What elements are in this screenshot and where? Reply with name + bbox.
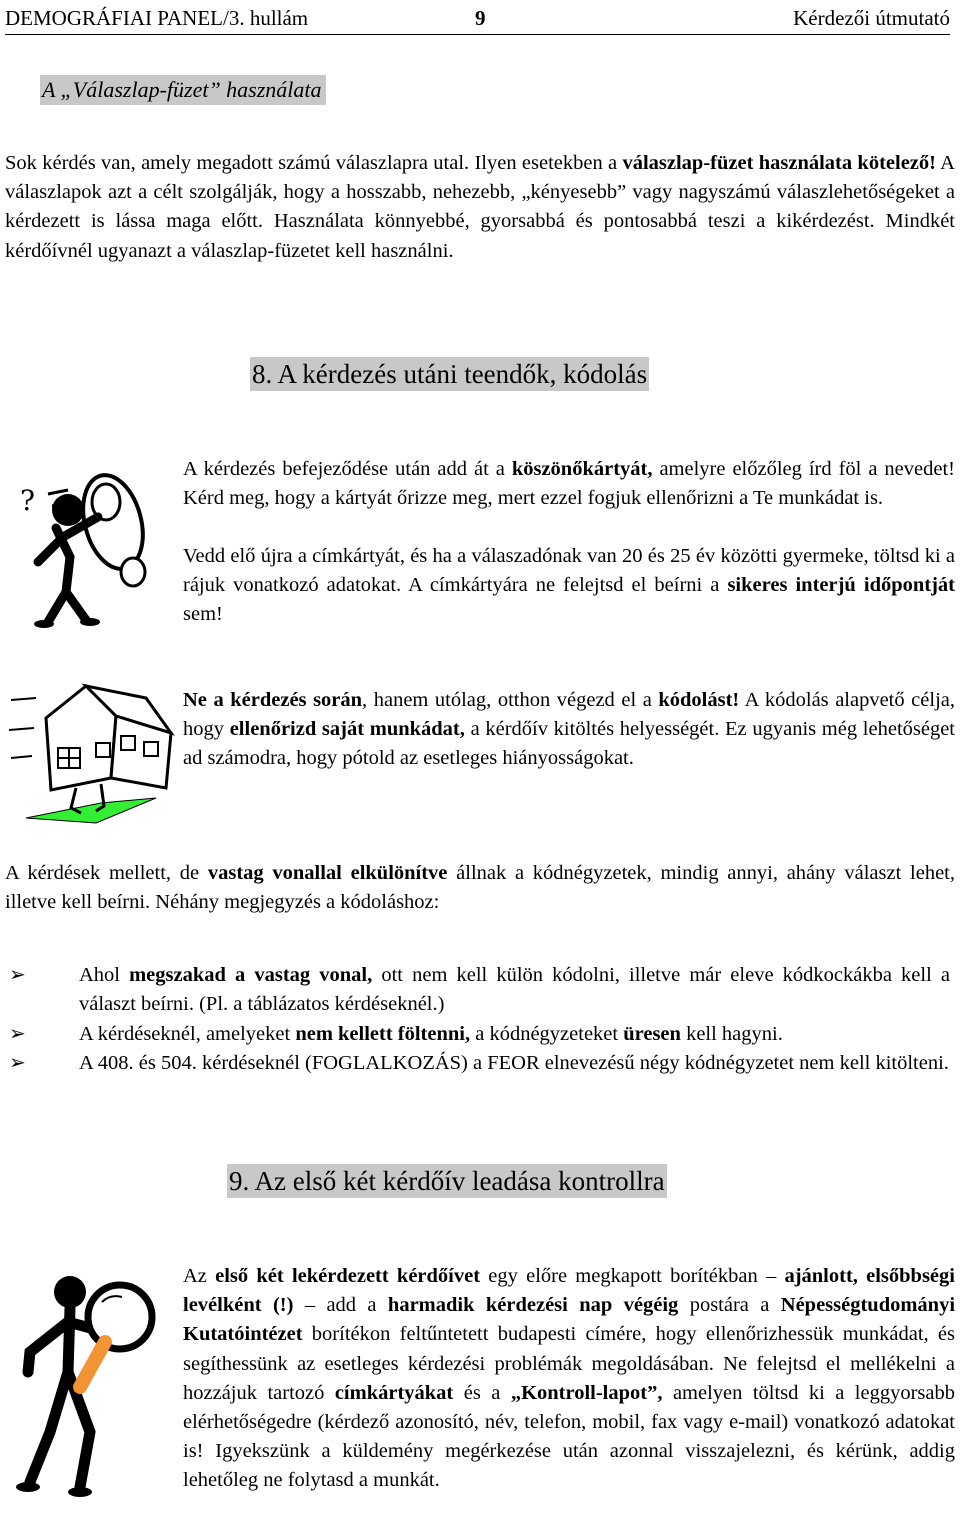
phone-man-icon (8, 462, 158, 632)
bullet-arrow-icon: ➢ (9, 1052, 26, 1074)
section-8-paragraph-1: A kérdezés befejeződése után add át a köszönőkártyát, amelyre előzőleg írd föl a nevedet! Kérd meg, hogy a kártyát őrizze meg, mert ezzel fogjuk ellenőrizni a Te munkádat is. (183, 458, 955, 510)
house-icon (6, 678, 176, 828)
section-8-paragraph-2: Vedd elő újra a címkártyát, és ha a válaszadónak van 20 és 25 év közötti gyermeke, töltsd ki a rájuk vonatkozó adatokat. A címkártyára ne felejtsd el beírni a sikeres interjú időpontját sem! (183, 545, 955, 626)
svg-text:?: ? (20, 484, 36, 517)
page-header (5, 4, 950, 35)
section-9-title: 9. Az első két kérdőív leadása kontrollra (229, 1166, 665, 1196)
page-number: 9 (475, 6, 486, 30)
section-8-paragraph-4: A kérdések mellett, de vastag vonallal elkülönítve állnak a kódnégyzetek, mindig annyi, ahány választ lehet, illetve kell beírni. Néhány megjegyzés a kódoláshoz: (5, 862, 955, 914)
section-9-paragraph: Az első két lekérdezett kérdőívet egy előre megkapott borítékban – ajánlott, elsőbbségi levélként (!) – add a harmadik kérdezési nap végéig postára a Népességtudományi Kutatóintézet borítékon feltűntetett budapesti címére, hogy ellenőrizhessük munkádat, és segíthessünk az esetleges kérdezési problémák megoldásában. Ne felejtsd el mellékelni a hozzájuk tartozó címkártyákat és a „Kontroll-lapot”, amelyen töltsd ki a leggyorsabb elérhetőségedre (kérdező azonosító, név, telefon, mobil, fax vagy e-mail) vonatkozó adatokat is! Igyekszünk a küldemény megérkezése után azonnal visszajelezni, és kérünk, addig lehetőleg ne folytasd a munkát. (183, 1265, 956, 1492)
header-left: DEMOGRÁFIAI PANEL/3. hullám (5, 6, 309, 30)
header-right: Kérdezői útmutató (793, 6, 950, 30)
bullet-arrow-icon: ➢ (9, 1023, 26, 1045)
section-8-title: 8. A kérdezés utáni teendők, kódolás (252, 359, 648, 389)
intro-paragraph: Sok kérdés van, amely megadott számú válaszlapra utal. Ilyen esetekben a válaszlap-füzet használata kötelező! A válaszlapok azt a célt szolgálják, hogy a hosszabb, nehezebb, „kényesebb” vagy nagyszámú válaszlehetőségeket a kérdezett is lássa maga előtt. Használata könnyebbé, gyorsabbá és pontosabbá teszi a kikérdezést. Mindkét kérdőívnél ugyanazt a válaszlap-füzetet kell használni. (5, 152, 955, 262)
subsection-title: A „Válaszlap-füzet” használata (40, 75, 326, 105)
bullet-arrow-icon: ➢ (9, 964, 26, 986)
magnifier-man-icon (10, 1262, 170, 1512)
section-8-paragraph-3: Ne a kérdezés során, hanem utólag, otthon végezd el a kódolást! A kódolás alapvető célja, hogy ellenőrizd saját munkádat, a kérdőív kitöltés helyességét. Ez ugyanis még lehetőséget ad számodra, hogy pótold az esetleges hiányosságokat. (183, 689, 956, 770)
